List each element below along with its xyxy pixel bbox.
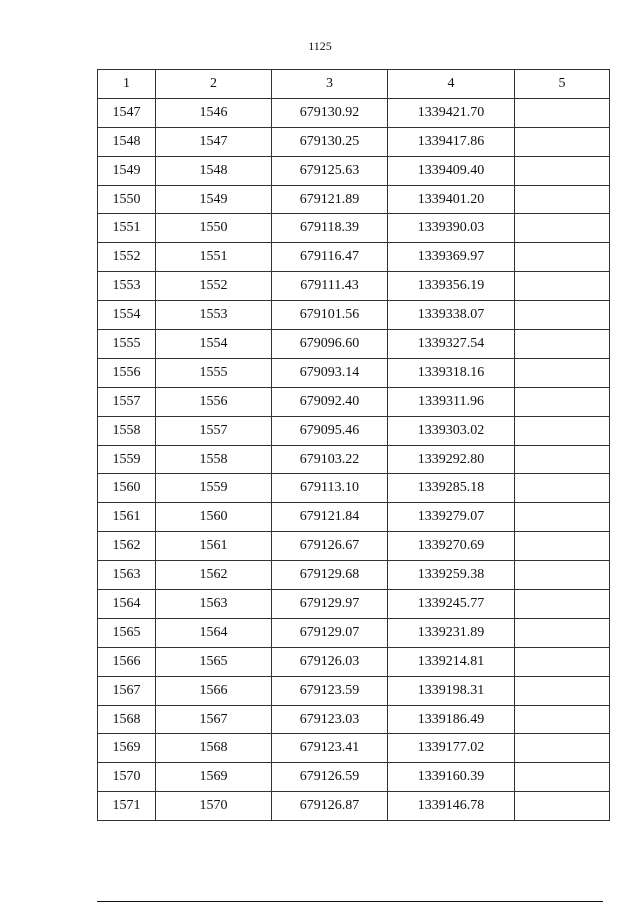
table-cell-col-4: 1339279.07 [388,503,515,532]
table-cell-col-2: 1561 [156,532,272,561]
table-cell-col-1: 1561 [98,503,156,532]
table-cell-col-5 [515,358,610,387]
column-header-3: 3 [272,70,388,99]
table-cell-col-3: 679121.89 [272,185,388,214]
table-cell-col-3: 679130.25 [272,127,388,156]
table-cell-col-5 [515,503,610,532]
table-cell-col-5 [515,445,610,474]
table-cell-col-3: 679125.63 [272,156,388,185]
table-cell-col-1: 1559 [98,445,156,474]
table-cell-col-1: 1557 [98,387,156,416]
table-cell-col-2: 1564 [156,618,272,647]
bottom-rule [97,901,603,902]
table-cell-col-3: 679126.59 [272,763,388,792]
table-cell-col-4: 1339270.69 [388,532,515,561]
table-cell-col-5 [515,590,610,619]
table-cell-col-1: 1571 [98,792,156,821]
page-number: 1125 [308,39,332,53]
table-cell-col-1: 1565 [98,618,156,647]
table-cell-col-4: 1339186.49 [388,705,515,734]
table-cell-col-3: 679129.68 [272,561,388,590]
table-cell-col-2: 1552 [156,272,272,301]
table-cell-col-5 [515,532,610,561]
table-cell-col-4: 1339259.38 [388,561,515,590]
table-cell-col-2: 1551 [156,243,272,272]
table-cell-col-2: 1558 [156,445,272,474]
table-cell-col-2: 1549 [156,185,272,214]
table-cell-col-2: 1557 [156,416,272,445]
table-row [98,792,610,821]
table-row [98,676,610,705]
table-cell-col-1: 1567 [98,676,156,705]
table-cell-col-5 [515,734,610,763]
table-cell-col-2: 1556 [156,387,272,416]
table-cell-col-1: 1569 [98,734,156,763]
table-cell-col-5 [515,156,610,185]
table-row [98,214,610,243]
table-cell-col-5 [515,272,610,301]
table-cell-col-4: 1339421.70 [388,98,515,127]
table-cell-col-5 [515,647,610,676]
table-row [98,445,610,474]
table-row [98,705,610,734]
table-cell-col-1: 1562 [98,532,156,561]
column-header-2: 2 [156,70,272,99]
table-cell-col-3: 679126.03 [272,647,388,676]
table-cell-col-5 [515,243,610,272]
table-cell-col-3: 679103.22 [272,445,388,474]
table-cell-col-2: 1553 [156,301,272,330]
table-cell-col-2: 1567 [156,705,272,734]
table-row [98,561,610,590]
table-cell-col-2: 1550 [156,214,272,243]
table-cell-col-2: 1568 [156,734,272,763]
table-cell-col-4: 1339303.02 [388,416,515,445]
table-cell-col-4: 1339311.96 [388,387,515,416]
table-row [98,734,610,763]
table-cell-col-4: 1339356.19 [388,272,515,301]
table-row [98,185,610,214]
table-cell-col-1: 1550 [98,185,156,214]
table-cell-col-1: 1554 [98,301,156,330]
table-cell-col-4: 1339369.97 [388,243,515,272]
table-cell-col-3: 679116.47 [272,243,388,272]
table-cell-col-2: 1569 [156,763,272,792]
table-cell-col-3: 679121.84 [272,503,388,532]
table-cell-col-3: 679101.56 [272,301,388,330]
table-cell-col-1: 1547 [98,98,156,127]
coordinates-table [97,69,610,821]
table-cell-col-5 [515,330,610,359]
table-cell-col-1: 1558 [98,416,156,445]
table-cell-col-5 [515,127,610,156]
table-cell-col-3: 679129.07 [272,618,388,647]
table-cell-col-3: 679130.92 [272,98,388,127]
table-cell-col-3: 679126.87 [272,792,388,821]
table-cell-col-2: 1562 [156,561,272,590]
table-cell-col-5 [515,676,610,705]
table-cell-col-5 [515,705,610,734]
table-cell-col-1: 1549 [98,156,156,185]
table-row [98,532,610,561]
table-cell-col-2: 1559 [156,474,272,503]
table-cell-col-2: 1555 [156,358,272,387]
table-cell-col-5 [515,214,610,243]
column-header-4: 4 [388,70,515,99]
table-cell-col-1: 1552 [98,243,156,272]
table-cell-col-4: 1339318.16 [388,358,515,387]
table-cell-col-4: 1339401.20 [388,185,515,214]
table-row [98,590,610,619]
table-cell-col-1: 1563 [98,561,156,590]
table-cell-col-1: 1555 [98,330,156,359]
table-cell-col-1: 1553 [98,272,156,301]
table-cell-col-2: 1560 [156,503,272,532]
table-cell-col-1: 1551 [98,214,156,243]
table-row [98,416,610,445]
table-row [98,156,610,185]
table-cell-col-4: 1339231.89 [388,618,515,647]
table-cell-col-3: 679123.03 [272,705,388,734]
table-cell-col-4: 1339198.31 [388,676,515,705]
table-cell-col-3: 679126.67 [272,532,388,561]
table-cell-col-4: 1339285.18 [388,474,515,503]
table-cell-col-4: 1339409.40 [388,156,515,185]
table-cell-col-2: 1548 [156,156,272,185]
table-cell-col-1: 1564 [98,590,156,619]
table-row [98,272,610,301]
table-cell-col-3: 679095.46 [272,416,388,445]
table-cell-col-4: 1339214.81 [388,647,515,676]
table-row [98,618,610,647]
table-row [98,474,610,503]
table-cell-col-1: 1570 [98,763,156,792]
table-cell-col-3: 679123.59 [272,676,388,705]
table-cell-col-4: 1339245.77 [388,590,515,619]
table-row [98,763,610,792]
table-cell-col-4: 1339390.03 [388,214,515,243]
table-body [98,98,610,820]
table-cell-col-2: 1546 [156,98,272,127]
table-cell-col-2: 1570 [156,792,272,821]
table-row [98,98,610,127]
table-cell-col-3: 679113.10 [272,474,388,503]
table-cell-col-5 [515,185,610,214]
table-row [98,387,610,416]
table-cell-col-2: 1563 [156,590,272,619]
table-row [98,358,610,387]
table-row [98,243,610,272]
table-row [98,127,610,156]
table-cell-col-4: 1339160.39 [388,763,515,792]
table-cell-col-1: 1560 [98,474,156,503]
table-cell-col-3: 679118.39 [272,214,388,243]
table-cell-col-5 [515,416,610,445]
table-cell-col-1: 1556 [98,358,156,387]
table-cell-col-3: 679096.60 [272,330,388,359]
table-cell-col-5 [515,763,610,792]
table-cell-col-1: 1548 [98,127,156,156]
table-cell-col-4: 1339292.80 [388,445,515,474]
table-cell-col-4: 1339338.07 [388,301,515,330]
table-cell-col-4: 1339417.86 [388,127,515,156]
table-row [98,330,610,359]
table-cell-col-5 [515,98,610,127]
table-cell-col-5 [515,387,610,416]
table-row [98,503,610,532]
table-cell-col-3: 679111.43 [272,272,388,301]
table-cell-col-2: 1565 [156,647,272,676]
column-header-5: 5 [515,70,610,99]
table-header-row [98,70,610,99]
table-cell-col-5 [515,301,610,330]
table-cell-col-2: 1547 [156,127,272,156]
table-cell-col-5 [515,474,610,503]
table-cell-col-3: 679129.97 [272,590,388,619]
table-cell-col-3: 679092.40 [272,387,388,416]
table-cell-col-2: 1554 [156,330,272,359]
table-cell-col-5 [515,792,610,821]
table-row [98,647,610,676]
table-cell-col-1: 1566 [98,647,156,676]
table-cell-col-5 [515,561,610,590]
table-cell-col-4: 1339327.54 [388,330,515,359]
table-cell-col-3: 679093.14 [272,358,388,387]
table-row [98,301,610,330]
table-cell-col-5 [515,618,610,647]
column-header-1: 1 [98,70,156,99]
table-cell-col-1: 1568 [98,705,156,734]
table-cell-col-2: 1566 [156,676,272,705]
table-cell-col-3: 679123.41 [272,734,388,763]
table-cell-col-4: 1339177.02 [388,734,515,763]
table-cell-col-4: 1339146.78 [388,792,515,821]
